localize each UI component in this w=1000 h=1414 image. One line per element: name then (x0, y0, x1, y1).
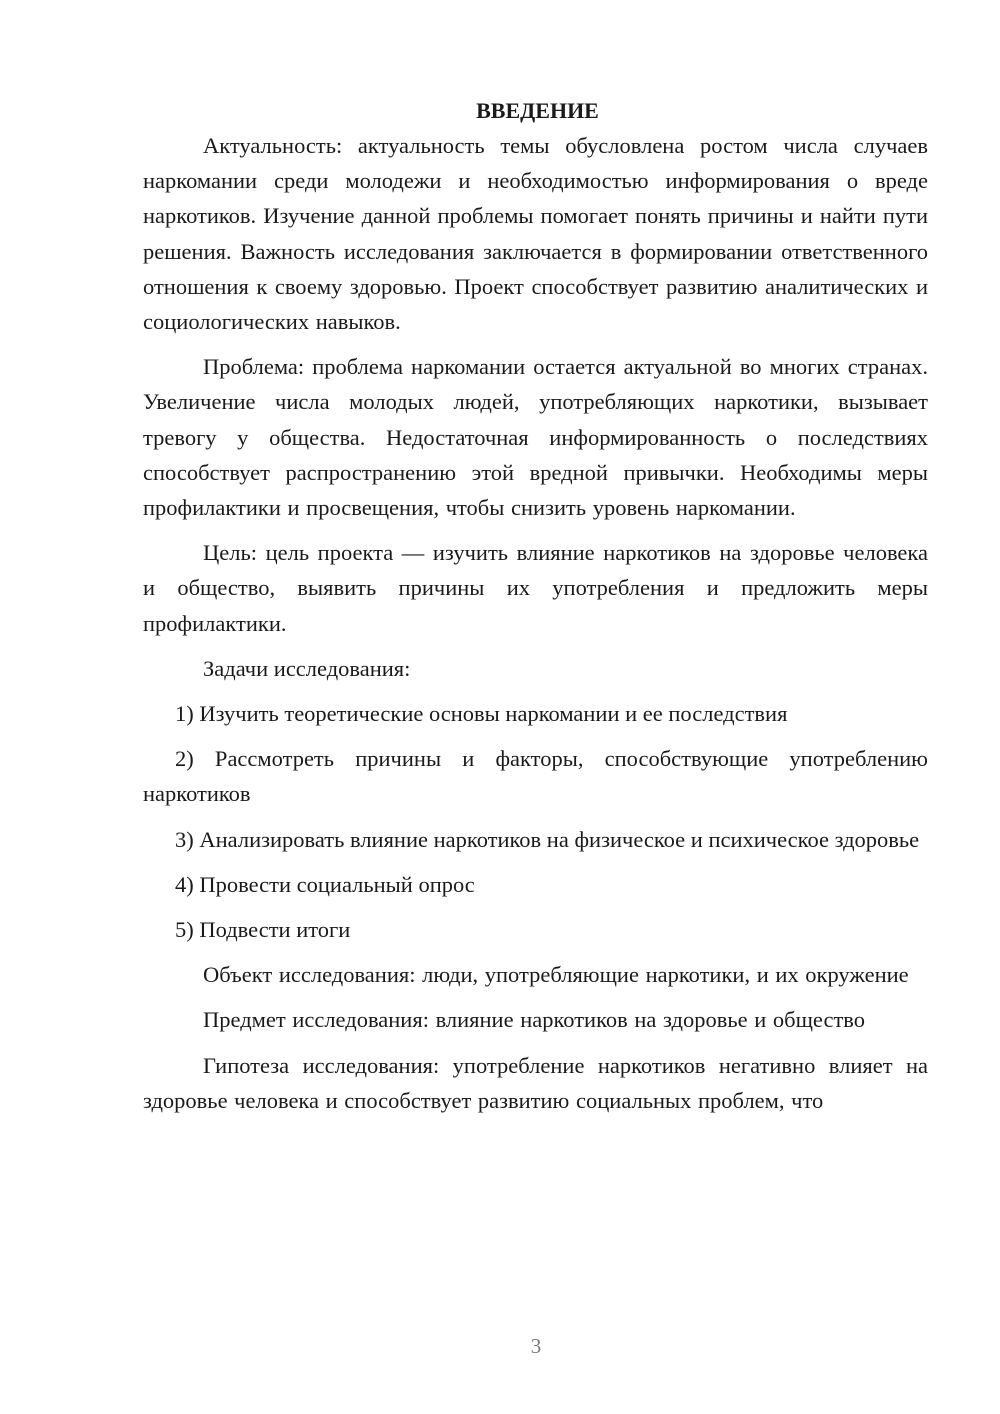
tasks-heading: Задачи исследования: (203, 655, 411, 681)
goal-paragraph: Цель: цель проекта — изучить влияние наркотиков на здоровье человека и общество, выявить причины их употребления и предложить меры профилактики. (143, 540, 928, 636)
page-title: ВВЕДЕНИЕ (476, 98, 599, 123)
task-item-3: 3) Анализировать влияние наркотиков на физическое и психическое здоровье (175, 826, 920, 852)
hypothesis-paragraph: Гипотеза исследования: употребление наркотиков негативно влияет на здоровье человека и способствует развитию социальных проблем, что (143, 1052, 928, 1113)
task-item-4: 4) Провести социальный опрос (175, 871, 475, 897)
task-item-5: 5) Подвести итоги (175, 917, 351, 943)
task-item-1: 1) Изучить теоретические основы наркомании и ее последствия (175, 701, 788, 727)
document-body (143, 94, 928, 1128)
relevance-paragraph: Актуальность: актуальность темы обусловлена ростом числа случаев наркомании среди молодежи и необходимостью информирования о вреде наркотиков. Изучение данной проблемы помогает понять причины и найти пути решения. Важность исследования заключается в формировании ответственного отношения к своему здоровью. Проект способствует развитию аналитических и социологических навыков. (143, 133, 928, 335)
page-number: 3 (530, 1334, 542, 1358)
subject-paragraph: Предмет исследования: влияние наркотиков на здоровье и общество (203, 1007, 865, 1033)
object-paragraph: Объект исследования: люди, употребляющие наркотики, и их окружение (203, 962, 909, 988)
task-item-2: 2) Рассмотреть причины и факторы, способствующие употреблению наркотиков (143, 746, 928, 807)
problem-paragraph: Проблема: проблема наркомании остается актуальной во многих странах. Увеличение числа молодых людей, употребляющих наркотики, вызывает тревогу у общества. Недостаточная информированность о последствиях способствует распространению этой вредной привычки. Необходимы меры профилактики и просвещения, чтобы снизить уровень наркомании. (143, 354, 928, 521)
